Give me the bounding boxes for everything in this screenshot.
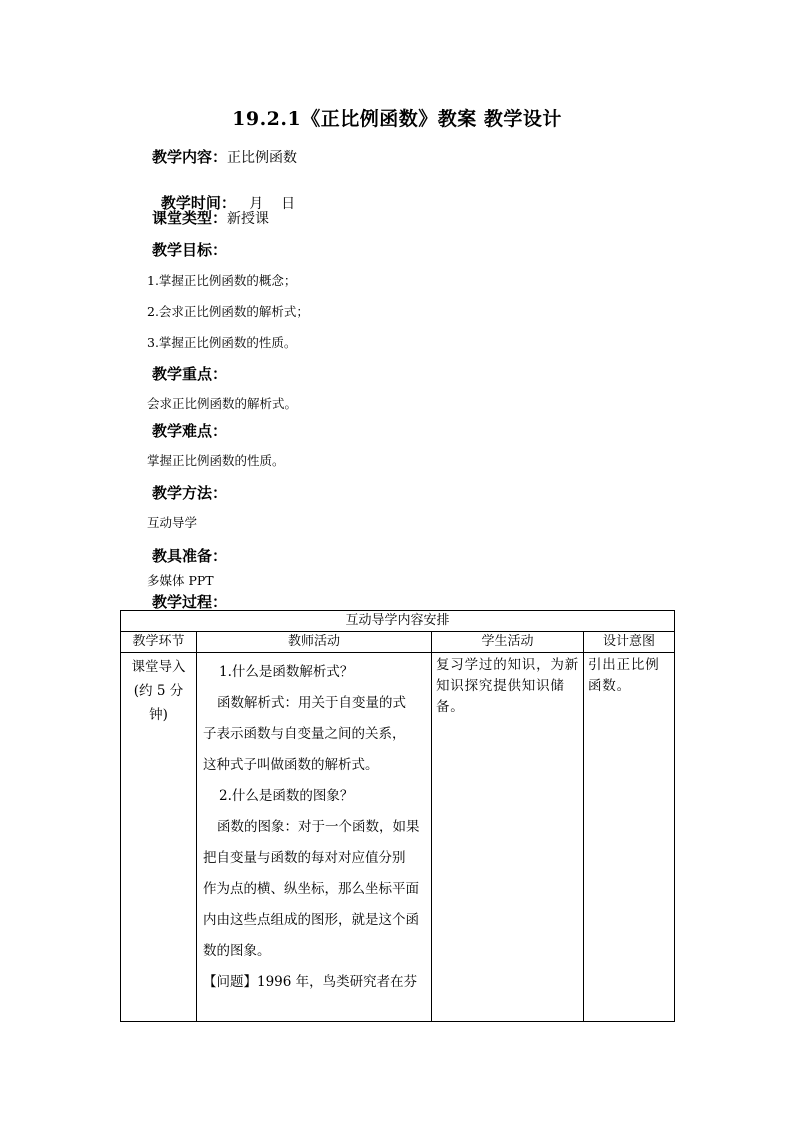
teacher-line: 【问题】1996 年，鸟类研究者在芬 bbox=[203, 974, 418, 990]
table-row bbox=[121, 653, 675, 1022]
tools-row bbox=[152, 545, 227, 566]
table-caption: 互动导学内容安排 bbox=[121, 611, 675, 632]
teacher-line: 函数的图象：对于一个函数，如果 bbox=[217, 819, 420, 835]
process-table bbox=[120, 610, 675, 1022]
content-value: 正比例函数 bbox=[227, 150, 298, 166]
time-label: 教学时间： bbox=[160, 194, 236, 212]
teacher-line: 1.什么是函数解析式？ bbox=[219, 664, 354, 680]
goal-item: 1.掌握正比例函数的概念； bbox=[147, 273, 297, 288]
stage-line: (约 5 分 bbox=[133, 683, 184, 699]
goal-item: 3.掌握正比例函数的性质。 bbox=[147, 335, 297, 350]
page-title: 19.2.1《正比例函数》教案 教学设计 bbox=[232, 108, 562, 130]
tools-label: 教具准备： bbox=[152, 547, 228, 565]
header-teacher: 教师活动 bbox=[197, 632, 432, 653]
header-design: 设计意图 bbox=[584, 632, 675, 653]
teacher-line: 这种式子叫做函数的解析式。 bbox=[203, 757, 379, 773]
key-point-row bbox=[152, 363, 227, 384]
difficulty-label: 教学难点： bbox=[152, 422, 228, 440]
teacher-line: 把自变量与函数的每对对应值分别 bbox=[203, 850, 406, 866]
teacher-line: 数的图象。 bbox=[203, 943, 271, 959]
stage-cell bbox=[121, 653, 197, 1022]
goal-item: 2.会求正比例函数的解析式； bbox=[147, 304, 309, 319]
header-stage: 教学环节 bbox=[121, 632, 197, 653]
teacher-line: 作为点的横、纵坐标，那么坐标平面 bbox=[203, 881, 419, 897]
goals-label: 教学目标： bbox=[152, 241, 228, 259]
design-cell: 引出正比例函数。 bbox=[584, 653, 675, 1022]
difficulty-row bbox=[152, 420, 227, 441]
method-value: 互动导学 bbox=[147, 515, 198, 530]
student-cell: 复习学过的知识，为新知识探究提供知识储备。 bbox=[432, 653, 584, 1022]
difficulty-value: 掌握正比例函数的性质。 bbox=[147, 453, 285, 468]
teacher-line: 子表示函数与自变量之间的关系， bbox=[203, 726, 406, 742]
type-value: 新授课 bbox=[227, 211, 270, 227]
tools-value: 多媒体 PPT bbox=[147, 573, 214, 588]
teacher-line: 2.什么是函数的图象？ bbox=[219, 788, 354, 804]
teacher-line: 内由这些点组成的图形，就是这个函 bbox=[203, 912, 419, 928]
teacher-line: 函数解析式：用关于自变量的式 bbox=[217, 695, 406, 711]
teacher-cell bbox=[197, 653, 432, 1022]
type-row bbox=[152, 207, 269, 228]
stage-line: 钟) bbox=[149, 707, 168, 723]
method-row bbox=[152, 482, 227, 503]
content-row bbox=[152, 146, 297, 167]
type-label: 课堂类型： bbox=[152, 209, 228, 227]
process-label: 教学过程： bbox=[152, 593, 228, 611]
time-value: 月 日 bbox=[249, 196, 296, 212]
content-label: 教学内容： bbox=[152, 148, 228, 166]
header-student: 学生活动 bbox=[432, 632, 584, 653]
key-point-label: 教学重点： bbox=[152, 365, 228, 383]
method-label: 教学方法： bbox=[152, 484, 228, 502]
process-row bbox=[152, 591, 227, 612]
goals-row bbox=[152, 239, 227, 260]
table-header-row bbox=[121, 632, 675, 653]
stage-line: 课堂导入 bbox=[131, 659, 186, 675]
table-caption-row bbox=[121, 611, 675, 632]
key-point-value: 会求正比例函数的解析式。 bbox=[147, 396, 298, 411]
